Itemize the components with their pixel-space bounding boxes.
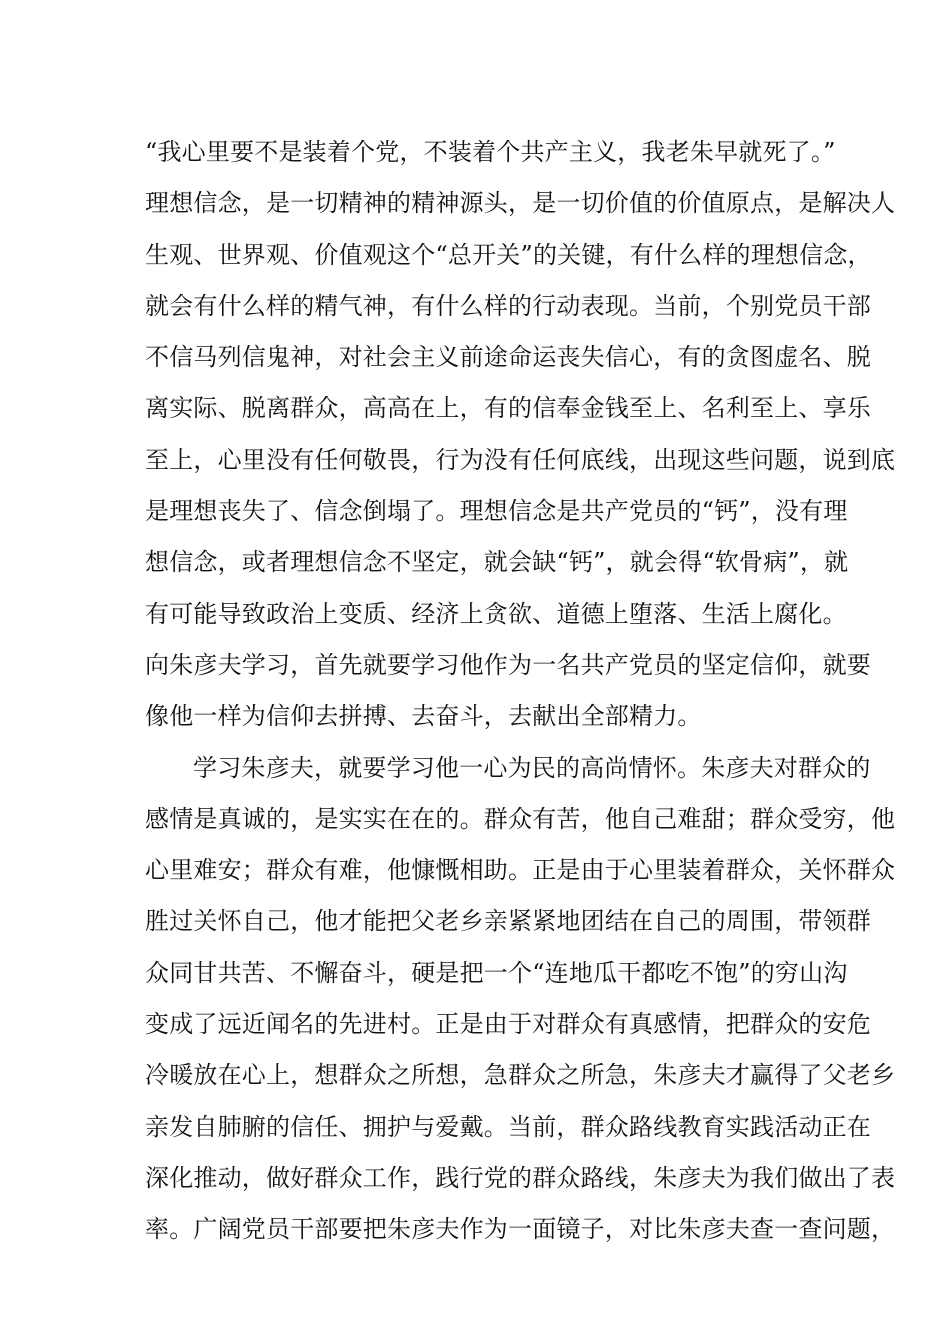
text-line: 不信马列信鬼神，对社会主义前途命运丧失信心，有的贪图虚名、脱 [145,343,871,372]
text-line: 深化推动，做好群众工作，践行党的群众路线，朱彦夫为我们做出了表 [145,1163,896,1192]
text-line: 冷暖放在心上，想群众之所想，急群众之所急，朱彦夫才赢得了父老乡 [145,1061,896,1090]
text-line: 向朱彦夫学习，首先就要学习他作为一名共产党员的坚定信仰，就要 [145,650,871,679]
text-line: 想信念，或者理想信念不坚定，就会缺“钙”，就会得“软骨病”，就 [145,548,849,577]
text-line: 率。广阔党员干部要把朱彦夫作为一面镜子，对比朱彦夫查一查问题， [145,1215,896,1244]
text-line: 众同甘共苦、不懈奋斗，硬是把一个“连地瓜干都吃不饱”的穷山沟 [145,958,848,987]
text-line: “我心里要不是装着个党，不装着个共产主义，我老朱早就死了。” [145,138,836,166]
text-line: 至上，心里没有任何敬畏，行为没有任何底线，出现这些问题，说到底 [145,445,896,474]
text-line: 生观、世界观、价值观这个“总开关”的关键，有什么样的理想信念， [145,240,872,269]
text-line: 离实际、脱离群众，高高在上，有的信奉金钱至上、名利至上、享乐 [145,394,871,423]
text-line: 心里难安；群众有难，他慷慨相助。正是由于心里装着群众，关怀群众 [145,856,896,885]
text-line: 有可能导致政治上变质、经济上贪欲、道德上堕落、生活上腐化。 [145,599,847,628]
paragraph-serve-people [145,743,896,1256]
text-line: 是理想丧失了、信念倒塌了。理想信念是共产党员的“钙”，没有理 [145,497,848,526]
text-line: 理想信念，是一切精神的精神源头，是一切价值的价值原点，是解决人 [145,189,896,218]
text-line: 亲发自肺腑的信任、拥护与爱戴。当前，群众路线教育实践活动正在 [145,1112,871,1141]
text-line: 感情是真诚的，是实实在在的。群众有苦，他自己难甜；群众受穷，他 [145,804,896,833]
text-line: 就会有什么样的精气神，有什么样的行动表现。当前，个别党员干部 [145,291,871,320]
text-line: 像他一样为信仰去拼搏、去奋斗，去献出全部精力。 [145,702,702,731]
paragraph-ideals [145,127,896,743]
text-line: 胜过关怀自己，他才能把父老乡亲紧紧地团结在自己的周围，带领群 [145,907,871,936]
document-body [145,127,896,1256]
text-line: 学习朱彦夫，就要学习他一心为民的高尚情怀。朱彦夫对群众的 [193,753,871,782]
text-line: 变成了远近闻名的先进村。正是由于对群众有真感情，把群众的安危 [145,1010,871,1039]
